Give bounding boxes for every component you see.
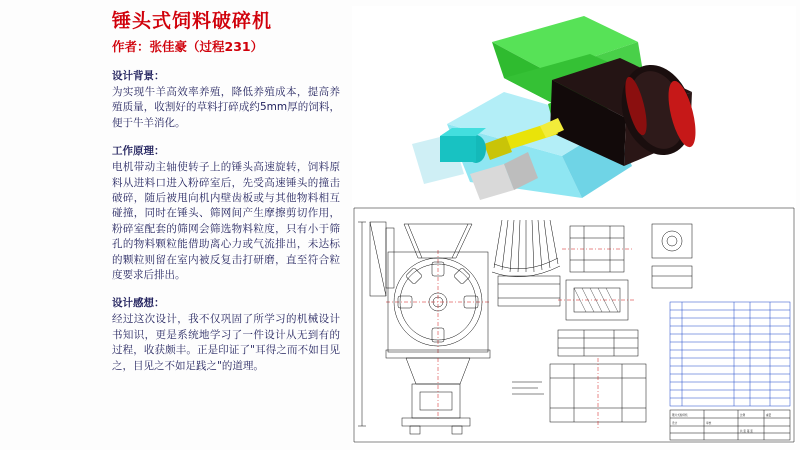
section-heading: 设计感想： (112, 297, 165, 310)
render-svg (352, 6, 796, 206)
titleblock-checker: 审核 (706, 422, 712, 425)
titleblock-scale: 比例 (740, 414, 746, 417)
titleblock-name: 锤片式粉碎机 (672, 414, 688, 417)
titleblock-designer: 设计 (672, 422, 678, 425)
section-reflection (112, 295, 340, 374)
section-principle (112, 143, 340, 283)
motor-body (440, 136, 476, 162)
section-heading: 工作原理： (112, 145, 165, 158)
cad-svg (352, 206, 796, 444)
section-heading: 设计背景： (112, 70, 165, 82)
titleblock-weight: 重量 (766, 414, 772, 417)
text-column (112, 8, 340, 442)
cad-drawing (352, 206, 796, 444)
section-body: 电机带动主轴使转子上的锤头高速旋转，饲料原料从进料口进入粉碎室后，先受高速锤头的撞击破碎，随后被甩向机内壁齿板或与其他物料相互碰撞，同时在锤头、筛网间产生摩擦剪切作用，粉碎室配套的筛网会筛选物料粒度，只有小于筛孔的物料颗粒能借助离心力或气流排出，未达标的颗粒则留在室内被反复击打研磨，直至符合粒度要求后排出。 (112, 161, 340, 282)
section-body: 经过这次设计，我不仅巩固了所学习的机械设计书知识，更是系统地学习了一件设计从无到有的过程，收获颇丰。正是印证了"耳得之而不如目见之，目见之不如足践之"的道理。 (112, 313, 340, 372)
section-body: 为实现牛羊高效率养殖，降低养殖成本，提高养殖质量，收割好的草料打碎成约5mm厚的饲料，便于牛羊消化。 (112, 86, 340, 129)
render-image (352, 6, 796, 206)
titleblock-sheet: 共 张 第 张 (740, 430, 753, 433)
author-line: 作者：张佳豪（过程231） (112, 39, 264, 54)
page-title: 锤头式饲料破碎机 (112, 10, 273, 32)
section-background (112, 68, 340, 131)
